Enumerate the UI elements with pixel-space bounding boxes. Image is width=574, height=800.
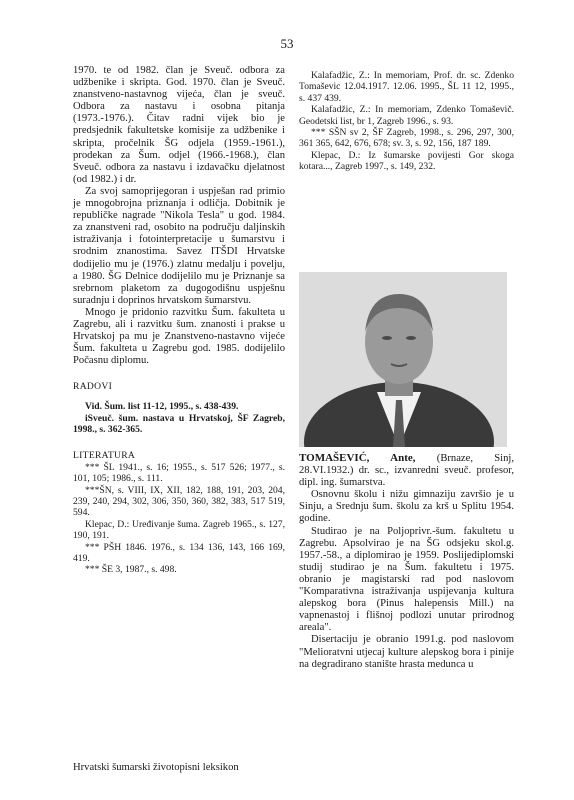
radovi-heading: RADOVI [73, 381, 113, 393]
literatura-heading: LITERATURA [73, 449, 136, 461]
literature-entry: *** ŠL 1941., s. 16; 1955., s. 517 526; 1977., s. 101, 105; 1986., s. 111. [73, 461, 285, 485]
entry-name: TOMAŠEVIĆ, Ante, [299, 452, 416, 464]
paragraph: Za svoj samoprijegoran i uspješan rad primio je mnogobrojna priznanja i odličja. Dobitnik je republičke nagrade "Nikola Tesla" u god. 1984. za znanstveni rad, osobito na području daljinskih istraživanja i fotointerpretacije u šumarstvu i srodnim znanostima. Savez ITŠDI Hrvatske dodijelio mu je (1976.) zlatnu medalju i povelju, a 1980. ŠG Delnice dodijelilo mu je Priznanje sa srebrnom plaketom za dugogodišnu uspješnu suradnju i doprinos hrvatskom šumarstvu. [73, 185, 285, 306]
footer: Hrvatski šumarski životopisni leksikon [73, 762, 239, 773]
radovi-entry: iSveuč. šum. nastava u Hrvatskoj, ŠF Zagreb, 1998., s. 362-365. [73, 412, 285, 436]
literature-entry: *** ŠE 3, 1987., s. 498. [85, 564, 177, 576]
biography-entry [299, 452, 514, 671]
reference-entry: *** SŠN sv 2, ŠF Zagreb, 1998., s. 296, 297, 300, 361 365, 642, 676, 678; sv. 3, s. 92, 156, 187 189. [299, 127, 514, 150]
paragraph: Mnogo je pridonio razvitku Šum. fakulteta u Zagrebu, ali i razvitku šum. znanosti i prakse u Hrvatskoj pa mu je Znanstveno-nastavno vijeće Šum. fakulteta u Zagrebu god. 1985. dodijelilo Počasnu diplomu. [73, 306, 285, 367]
reference-entry: Klepac, D.: Iz šumarske povijesti Gor skoga kotara..., Zagreb 1997., s. 149, 232. [299, 149, 514, 173]
literature-entry: Klepac, D.: Uređivanje šuma. Zagreb 1965., s. 127, 190, 191. [73, 518, 285, 542]
page-number: 53 [280, 36, 294, 51]
paragraph: 1970. te od 1982. član je Sveuč. odbora za udžbenike i skripta. God. 1970. član je Sveuč. znanstveno-nastavnog vijeća, član je sveuč. Odbora za nastavu i osobna pitanja (1973.-1976.). Čitav radni vijek bio je predsjednik fakultetske komisije za udžbenike i skripta, pročelnik ŠG odjela (1959.-1961.), prodekan za Šum. odjel (1966.-1968.), član Sveuč. odbora za nastavu i izdavačku djelatnost (od 1982.) i dr. [73, 65, 285, 185]
portrait-image [299, 272, 507, 447]
literature-entry: *** PŠH 1846. 1976., s. 134 136, 143, 166 169, 419. [73, 541, 285, 564]
reference-entry: Kalafadžic, Z.: In memoriam, Prof. dr. sc. Zdenko Tomaševic 12.04.1917. 12.06. 1995., ŠL 11 12, 1995., s. 437 439. [299, 70, 514, 104]
portrait-photo [299, 272, 507, 447]
left-column [73, 65, 285, 576]
paragraph: Disertaciju je obranio 1991.g. pod naslovom "Melioratvni utjecaj kulture alepskog bora i pinije na degradirano stanište hrasta medunca u [299, 634, 514, 670]
entry-intro: (Brnaze, Sinj, 28.VI.1932.) dr. sc., izvanredni sveuč. profesor, dipl. ing. šumarstva. [299, 453, 514, 489]
reference-entry: Kalafadžic, Z.: In memoriam, Zdenko Tomaševič. Geodetski list, br 1, Zagreb 1996., s. 93. [299, 104, 514, 127]
right-column-references [299, 70, 514, 173]
literature-entry: ***ŠN, s. VIII, IX, XII, 182, 188, 191, 203, 204, 239, 240, 294, 302, 306, 350, 360, 382, 383, 517 519, 594. [73, 484, 285, 519]
paragraph: Osnovnu školu i nižu gimnaziju završio je u Sinju, a Srednju šum. školu za krš u Splitu 1954. godine. [299, 489, 514, 525]
paragraph: Studirao je na Poljoprivr.-šum. fakultetu u Zagrebu. Apsolvirao je na ŠG odsjeku skol.g. 1957.-58., a diplomirao je 1959. Poslijediplomski studij studirao je na Šum. fakultetu i 1975. obranio je magistarski rad pod naslovom "Komparativna istraživanja uspijevanja kultura alepskog bora (Pinus halepensis Mill.) na vapnenastoj i flišnoj podlozi unutar prirodnog areala". [299, 525, 514, 634]
radovi-entry: Vid. Šum. list 11-12, 1995., s. 438-439. [85, 401, 239, 413]
